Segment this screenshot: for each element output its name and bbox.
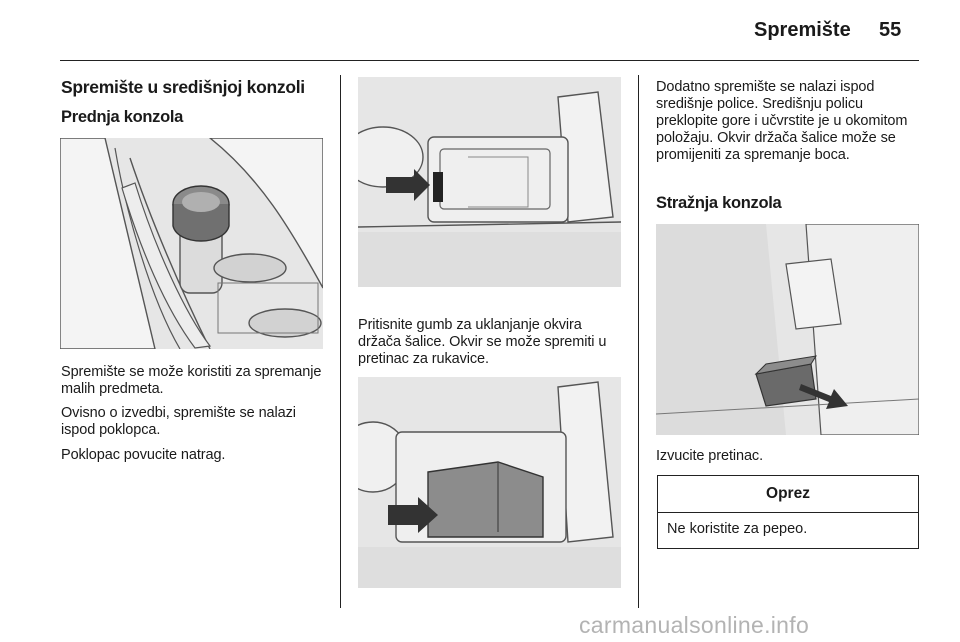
- cupholder-release-button-illustration: [358, 77, 621, 287]
- paragraph-middle: Pritisnite gumb za uklanjanje okvira držača šalice. Okvir se može spremiti u pretinac za rukavice.: [358, 317, 607, 367]
- paragraph-2: Ovisno o izvedbi, spremište se nalazi ispod poklopca.: [61, 405, 296, 438]
- subheading-rear-console: Stražnja konzola: [656, 194, 782, 212]
- subheading-front-console: Prednja konzola: [61, 108, 184, 126]
- page-header-title: Spremište: [754, 19, 851, 41]
- page-number: 55: [879, 19, 902, 41]
- header-rule: [60, 60, 919, 61]
- paragraph-1: Spremište se može koristiti za spremanje malih predmeta.: [61, 364, 322, 397]
- rear-console-figure: [656, 224, 919, 435]
- paragraph-right: Dodatno spremište se nalazi ispod središnje police. Središnju policu preklopite gore i učvrstite je u okomitom položaju. Okvir držača šalice može se promijeniti za spremanje boca.: [656, 79, 908, 163]
- column-divider-left: [340, 75, 341, 608]
- paragraph-3: Poklopac povucite natrag.: [61, 447, 226, 463]
- caution-title: Oprez: [658, 476, 918, 513]
- gear-lever-cupholder-illustration: [60, 138, 323, 349]
- rear-console-caption: Izvucite pretinac.: [656, 448, 763, 464]
- rear-console-drawer-illustration: [656, 224, 919, 435]
- cupholder-storage-figure: [358, 377, 621, 588]
- cupholder-frame-in-storage-illustration: [358, 377, 621, 588]
- caution-text: Ne koristite za pepeo.: [667, 521, 808, 537]
- section-heading: Spremište u središnjoj konzoli: [61, 77, 305, 97]
- front-console-figure: [60, 138, 323, 349]
- column-divider-right: [638, 75, 639, 608]
- watermark: carmanualsonline.info: [579, 612, 810, 638]
- cupholder-release-figure: [358, 77, 621, 287]
- caution-box: [657, 475, 919, 549]
